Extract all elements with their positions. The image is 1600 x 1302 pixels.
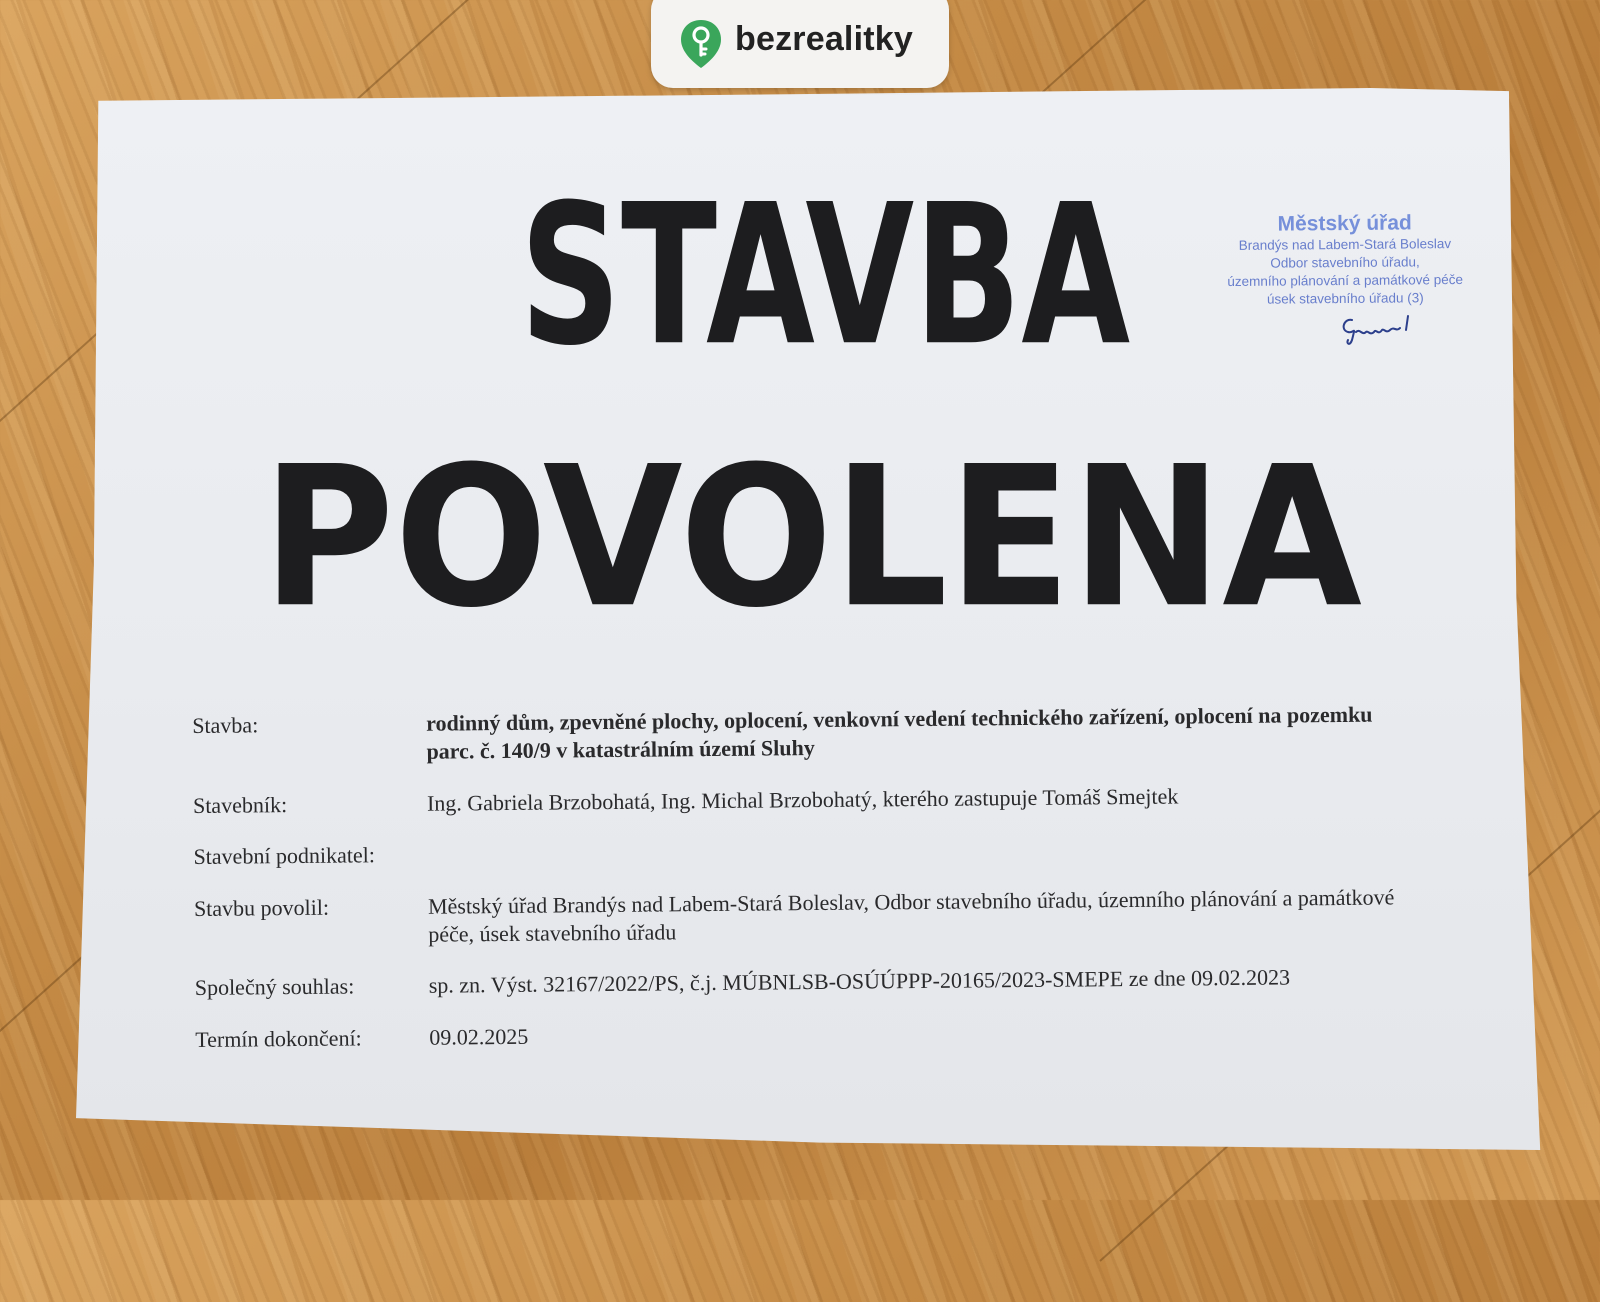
stamp-line: úsek stavebního úřadu (3) bbox=[1266, 290, 1424, 307]
detail-label: Stavební podnikatel: bbox=[193, 842, 376, 869]
headline-line-2: POVOLENA bbox=[262, 424, 1362, 651]
detail-label: Stavba: bbox=[192, 712, 259, 738]
stamp-line: Odbor stavebního úřadu, bbox=[1270, 254, 1420, 271]
detail-value: Městský úřad Brandýs nad Labem-Stará Boleslav, Odbor stavebního úřadu, územního plánování a památkové péče, úsek stavebního úřadu bbox=[427, 884, 1395, 947]
detail-value: 09.02.2025 bbox=[429, 1023, 529, 1050]
stamp-line: Brandýs nad Labem-Stará Boleslav bbox=[1238, 236, 1452, 253]
key-pin-icon bbox=[679, 18, 723, 70]
detail-label: Stavebník: bbox=[192, 792, 288, 818]
detail-label: Stavbu povolil: bbox=[193, 894, 330, 921]
stamp-line: územního plánování a památkové péče bbox=[1227, 271, 1464, 290]
detail-value: Ing. Gabriela Brzobohatá, Ing. Michal Brzobohatý, kterého zastupuje Tomáš Smejtek bbox=[426, 783, 1179, 816]
signature-scribble bbox=[1338, 310, 1418, 350]
headline-line-1: STAVBA bbox=[519, 162, 1131, 389]
detail-label: Termín dokončení: bbox=[195, 1025, 362, 1052]
stamp-title: Městský úřad bbox=[1277, 211, 1412, 236]
detail-value: sp. zn. Výst. 32167/2022/PS, č.j. MÚBNLSB-OSÚÚPPP-20165/2023-SMEPE ze dne 09.02.2023 bbox=[428, 964, 1291, 998]
detail-label: Společný souhlas: bbox=[194, 973, 355, 1000]
office-stamp bbox=[1200, 211, 1491, 310]
detail-value: rodinný dům, zpevněné plochy, oplocení, venkovní vedení technického zařízení, oplocení na pozemku parc. č. 140/9 v katastrálním území Sluhy bbox=[426, 701, 1373, 764]
brand-name: bezrealitky bbox=[735, 20, 913, 58]
brand-badge bbox=[651, 0, 949, 88]
